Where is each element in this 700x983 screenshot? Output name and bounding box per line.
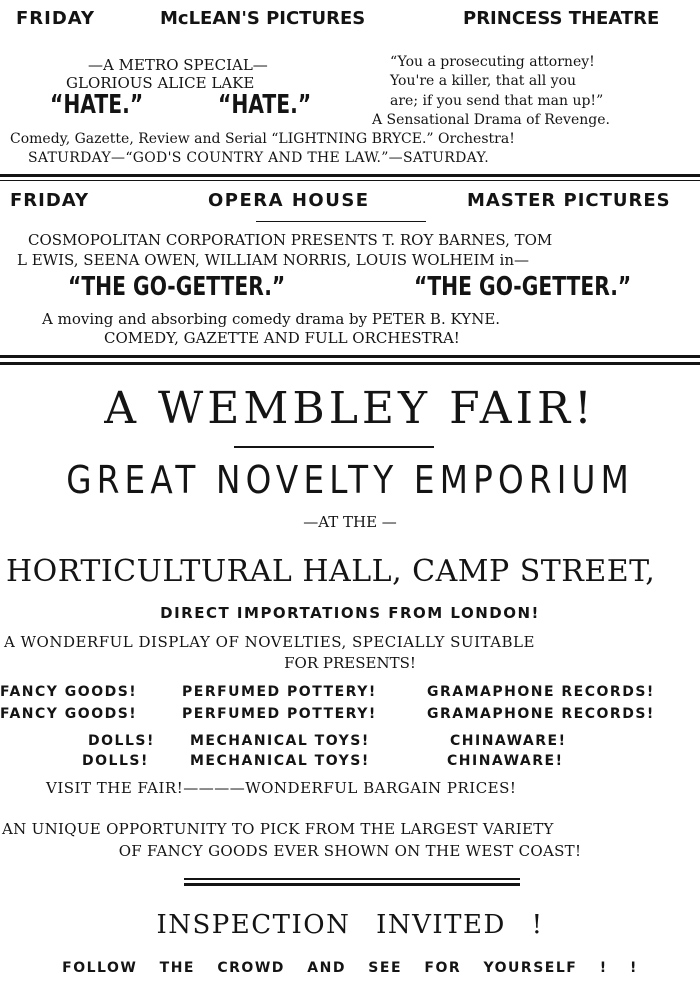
fair-emporium-text: GREAT NOVELTY EMPORIUM	[66, 458, 634, 502]
list-item: CHINAWARE!	[450, 733, 567, 749]
list-item: DOLLS!	[82, 753, 149, 769]
fair-visit: VISIT THE FAIR!————WONDERFUL BARGAIN PRICES!	[46, 779, 517, 797]
list-item: FANCY GOODS!	[0, 706, 138, 722]
mclean-special: —A METRO SPECIAL—	[88, 56, 268, 74]
list-item: DOLLS!	[88, 733, 155, 749]
mclean-title: McLEAN'S PICTURES	[160, 8, 366, 29]
mclean-quote-1: “You a prosecuting attorney!	[390, 54, 595, 70]
mclean-saturday: SATURDAY—“GOD'S COUNTRY AND THE LAW.”—SATURDAY.	[28, 150, 489, 166]
fair-follow: FOLLOW THE CROWD AND SEE FOR YOURSELF ! !	[62, 960, 638, 976]
divider-rule	[234, 446, 434, 448]
opera-cast-1: COSMOPOLITAN CORPORATION PRESENTS T. ROY BARNES, TOM	[28, 231, 553, 249]
opera-day: FRIDAY	[10, 190, 90, 211]
list-item: PERFUMED POTTERY!	[182, 706, 377, 722]
mclean-quote-2: You're a killer, that all you	[390, 73, 576, 89]
mclean-program: Comedy, Gazette, Review and Serial “LIGHTNING BRYCE.” Orchestra!	[10, 131, 515, 147]
fair-display-1: A WONDERFUL DISPLAY OF NOVELTIES, SPECIALLY SUITABLE	[4, 633, 535, 651]
divider-rule	[0, 362, 700, 365]
fair-location: HORTICULTURAL HALL, CAMP STREET,	[6, 554, 656, 589]
mclean-star: GLORIOUS ALICE LAKE	[66, 74, 255, 92]
divider-rule	[0, 174, 700, 177]
opera-program: COMEDY, GAZETTE AND FULL ORCHESTRA!	[104, 329, 460, 347]
opera-desc: A moving and absorbing comedy drama by PETER B. KYNE.	[42, 310, 501, 328]
opera-title: OPERA HOUSE	[208, 190, 370, 211]
list-item: MECHANICAL TOYS!	[190, 753, 370, 769]
fair-unique-2: OF FANCY GOODS EVER SHOWN ON THE WEST COAST!	[118, 842, 582, 860]
fair-imports: DIRECT IMPORTATIONS FROM LONDON!	[160, 604, 540, 622]
fair-inspection: INSPECTION INVITED !	[156, 910, 544, 940]
opera-film-a: “THE GO-GETTER.”	[68, 272, 286, 302]
fair-at-the: —AT THE —	[303, 513, 397, 531]
list-item: CHINAWARE!	[447, 753, 564, 769]
fair-headline: A WEMBLEY FAIR!	[104, 383, 596, 434]
opera-cast-2: L EWIS, SEENA OWEN, WILLIAM NORRIS, LOUIS WOLHEIM in—	[17, 251, 530, 269]
opera-film-b: “THE GO-GETTER.”	[414, 272, 632, 302]
fair-display-2: FOR PRESENTS!	[284, 654, 416, 672]
fair-unique-1: AN UNIQUE OPPORTUNITY TO PICK FROM THE LARGEST VARIETY	[2, 820, 554, 838]
divider-rule	[184, 878, 520, 880]
mclean-film-b: “HATE.”	[218, 90, 312, 120]
fair-emporium	[0, 458, 700, 502]
divider-rule	[184, 883, 520, 886]
mclean-venue: PRINCESS THEATRE	[463, 8, 660, 29]
mclean-film-a: “HATE.”	[50, 90, 144, 120]
opera-venue: MASTER PICTURES	[467, 190, 671, 211]
mclean-tagline: A Sensational Drama of Revenge.	[372, 112, 610, 128]
list-item: GRAMAPHONE RECORDS!	[427, 706, 655, 722]
list-item: FANCY GOODS!	[0, 684, 138, 700]
list-item: MECHANICAL TOYS!	[190, 733, 370, 749]
divider-rule	[256, 221, 426, 222]
divider-rule	[0, 355, 700, 358]
mclean-quote-3: are; if you send that man up!”	[390, 93, 604, 109]
list-item: PERFUMED POTTERY!	[182, 684, 377, 700]
divider-rule	[0, 180, 700, 181]
mclean-day: FRIDAY	[16, 8, 96, 29]
list-item: GRAMAPHONE RECORDS!	[427, 684, 655, 700]
